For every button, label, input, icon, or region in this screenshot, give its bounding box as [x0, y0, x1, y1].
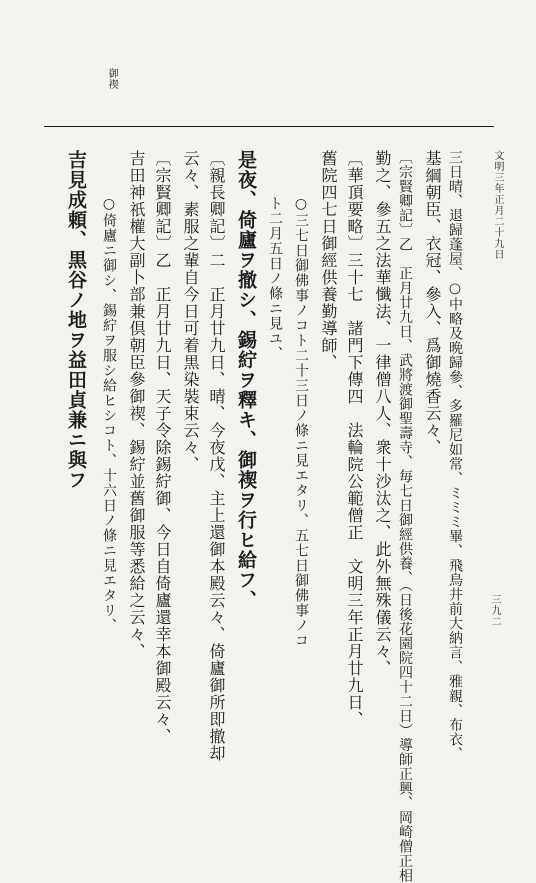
- text-column-5: 〔華頂要略〕三十七 諸門下傳四 法輪院公範僧正 文明三年正月廿九日、: [345, 150, 364, 728]
- text-column-1: 三日晴、退歸蓬屋、○中略及晩歸參、多羅尼如常、ミミミ畢、飛鳥井前大納言、雅親、布衣、: [447, 150, 463, 761]
- text-column-7: ○三七日御佛事ノコト二十三日ノ條ニ見エタリ、五七日御佛事ノコ: [293, 196, 309, 648]
- text-column-6: 舊院四七日御經供養勤導師、: [319, 150, 338, 371]
- text-column-8: ト二月五日ノ條ニ見ユ、: [267, 196, 283, 361]
- text-column-2: 基綱朝臣、衣冠、參入、爲御燒香云々、: [423, 150, 442, 456]
- text-column-10: 〔親長卿記〕二 正月廿九日、晴、今夜戊、主上還御本殿云々、倚廬御所即撤却: [207, 150, 226, 762]
- text-column-9: 是夜、倚廬ヲ撤シ、錫紵ヲ釋キ、御禊ヲ行ヒ給フ、: [235, 150, 257, 610]
- text-column-3: 〔宗賢卿記〕乙 正月廿九日、武將渡御聖壽寺、毎七日御經供養、（日後花園院四十二日）導師正興、岡崎僧正相: [397, 150, 413, 883]
- text-column-14: ○倚廬ニ御シ、錫紵ヲ服シ給ヒシコト、十六日ノ條ニ見エタリ、: [101, 196, 117, 633]
- margin-note: 御禊: [106, 68, 117, 90]
- text-column-13: 吉田神祇權大副卜部兼倶朝臣參御禊、錫紵並舊御服等悉給之云々、: [127, 150, 146, 660]
- text-column-11: 云々、素服之輩自今日可着黒染裝束云々、: [181, 150, 200, 473]
- header-rule: [44, 126, 494, 127]
- text-column-15: 吉見成頼、黒谷ノ地ヲ益田貞兼ニ與フ: [65, 150, 87, 490]
- text-column-4: 勤之、參五之法華懺法、一律僧八人、衆十沙汰之、此外無殊儀云々、: [373, 150, 392, 677]
- text-column-12: 〔宗賢卿記〕乙 正月廿九日、天子令除錫紵御、今日自倚廬還幸本御殿云々、: [153, 150, 172, 745]
- page-number: 三九二: [489, 594, 500, 627]
- running-title: 文明三年正月二十九日: [492, 150, 503, 260]
